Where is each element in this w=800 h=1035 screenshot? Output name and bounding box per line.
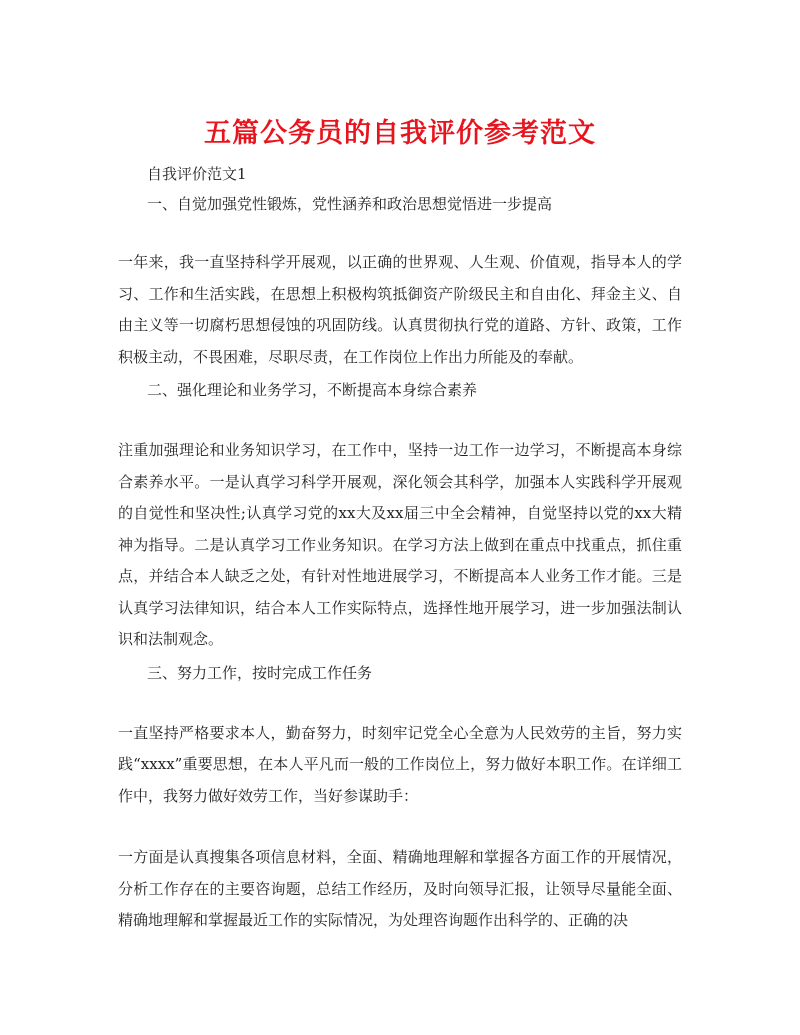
- section-heading-2: 二、强化理论和业务学习，不断提高本身综合素养: [147, 381, 478, 399]
- section-heading-sample-1: 自我评价范文1: [147, 165, 247, 183]
- paragraph-1: 一年来，我一直坚持科学开展观，以正确的世界观、人生观、价值观，指导本人的学习、工作和生活实践，在思想上积极构筑抵御资产阶级民主和自由化、拜金主义、自由主义等一切腐朽思想侵蚀的巩固防线。认真贯彻执行党的道路、方针、政策，工作积极主动，不畏困难，尽职尽责，在工作岗位上作出力所能及的奉献。: [118, 253, 682, 366]
- document-title: 五篇公务员的自我评价参考范文: [204, 118, 596, 149]
- paragraph-4: 一方面是认真搜集各项信息材料，全面、精确地理解和掌握各方面工作的开展情况，分析工作存在的主要咨询题，总结工作经历，及时向领导汇报，让领导尽量能全面、精确地理解和掌握最近工作的实际情况，为处理咨询题作出科学的、正确的决: [118, 848, 682, 929]
- paragraph-3: 一直坚持严格要求本人，勤奋努力，时刻牢记党全心全意为人民效劳的主旨，努力实践“xxxx”重要思想，在本人平凡而一般的工作岗位上，努力做好本职工作。在详细工作中，我努力做好效劳工作，当好参谋助手：: [118, 723, 682, 805]
- section-heading-1: 一、自觉加强党性锻炼，党性涵养和政治思想觉悟进一步提高: [147, 195, 553, 213]
- section-heading-3: 三、努力工作，按时完成工作任务: [147, 663, 373, 682]
- paragraph-2: 注重加强理论和业务知识学习，在工作中，坚持一边工作一边学习，不断提高本身综合素养水平。一是认真学习科学开展观，深化领会其科学，加强本人实践科学开展观的自觉性和坚决性;认真学习党的xx大及xx届三中全会精神，自觉坚持以党的xx大精神为指导。二是认真学习工作业务知识。在学习方法上做到在重点中找重点，抓住重点，并结合本人缺乏之处，有针对性地进展学习，不断提高本人业务工作才能。三是认真学习法律知识，结合本人工作实际特点，选择性地开展学习，进一步加强法制认识和法制观念。: [118, 441, 682, 648]
